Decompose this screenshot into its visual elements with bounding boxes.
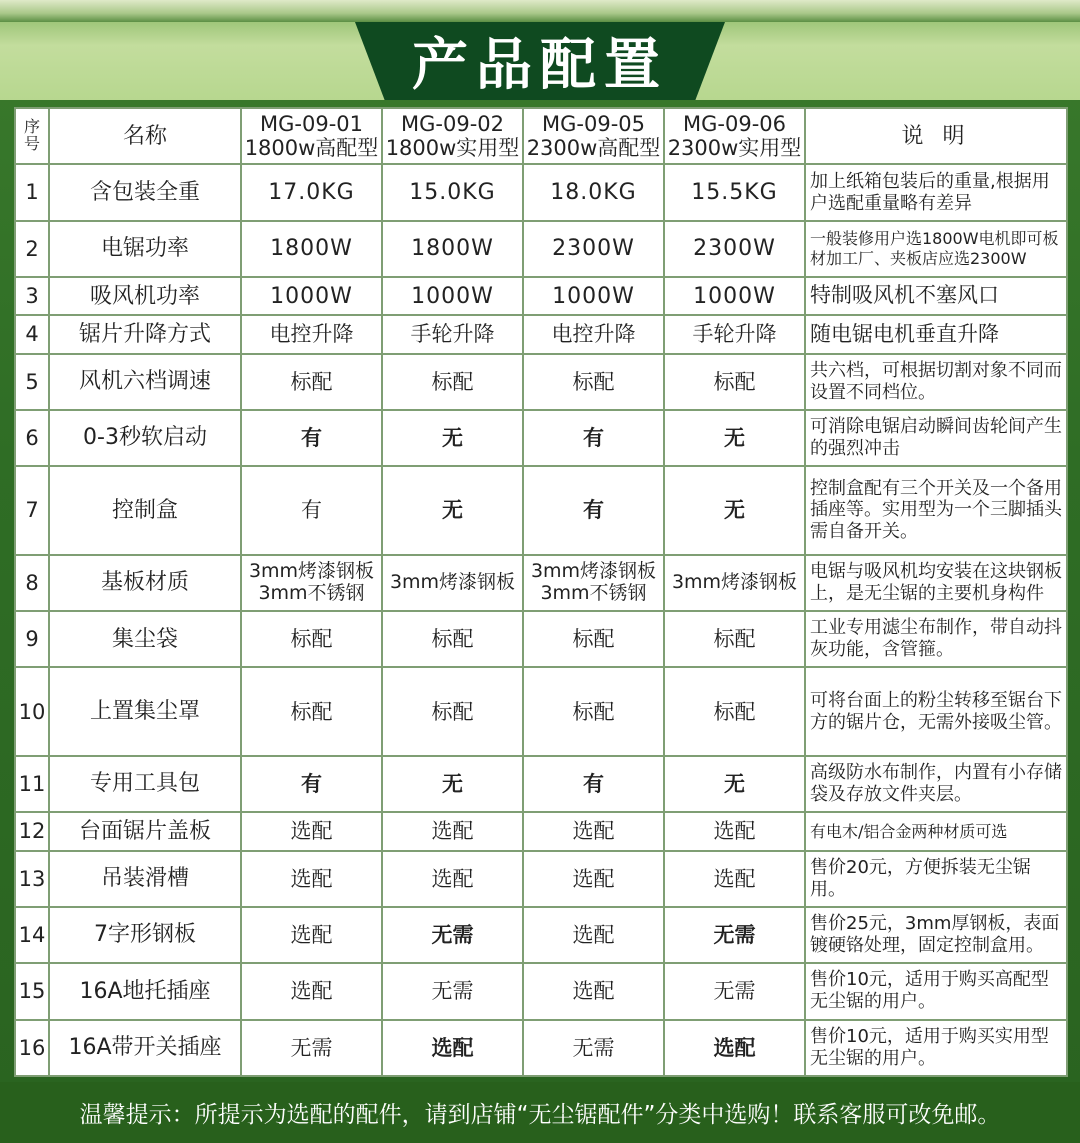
- row-value-model-2: 手轮升降: [382, 315, 523, 353]
- row-value-model-3: 18.0KG: [523, 164, 664, 220]
- row-index: 11: [15, 756, 49, 812]
- table-row: [15, 354, 1067, 410]
- row-value-model-2: 无: [382, 756, 523, 812]
- row-value-model-3: 无需: [523, 1020, 664, 1076]
- row-value-model-2: 标配: [382, 354, 523, 410]
- row-index: 5: [15, 354, 49, 410]
- table-row: [15, 756, 1067, 812]
- row-name: 台面锯片盖板: [49, 812, 241, 850]
- table-row: [15, 963, 1067, 1019]
- row-value-model-3: 电控升降: [523, 315, 664, 353]
- row-value-model-2: 标配: [382, 667, 523, 756]
- row-value-model-1: 有: [241, 466, 382, 555]
- footer-tip: 温馨提示：所提示为选配的配件，请到店铺“无尘锯配件”分类中选购！联系客服可改免邮。: [0, 1082, 1080, 1143]
- header-model-1: [241, 108, 382, 164]
- table-row: [15, 277, 1067, 315]
- row-name: 专用工具包: [49, 756, 241, 812]
- row-note: 一般装修用户选1800W电机即可板材加工厂、夹板店应选2300W: [805, 221, 1067, 277]
- row-value-model-1: 17.0KG: [241, 164, 382, 220]
- row-value-model-1: 选配: [241, 907, 382, 963]
- row-value-model-3: 有: [523, 466, 664, 555]
- row-name: 锯片升降方式: [49, 315, 241, 353]
- model-code: MG-09-05: [542, 112, 645, 137]
- row-index: 8: [15, 555, 49, 611]
- row-value-model-2: 无需: [382, 907, 523, 963]
- row-value-model-1: 3mm烤漆钢板 3mm不锈钢: [241, 555, 382, 611]
- row-index: 12: [15, 812, 49, 850]
- row-index: 14: [15, 907, 49, 963]
- row-value-model-3: 1000W: [523, 277, 664, 315]
- row-value-model-3: 有: [523, 756, 664, 812]
- row-value-model-1: 有: [241, 756, 382, 812]
- row-note: 可将台面上的粉尘转移至锯台下方的锯片仓，无需外接吸尘管。: [805, 667, 1067, 756]
- row-note: 随电锯电机垂直升降: [805, 315, 1067, 353]
- row-name: 7字形钢板: [49, 907, 241, 963]
- row-note: 售价20元，方便拆装无尘锯用。: [805, 851, 1067, 907]
- row-value-model-2: 选配: [382, 1020, 523, 1076]
- row-name: 基板材质: [49, 555, 241, 611]
- table-row: [15, 1020, 1067, 1076]
- row-value-model-2: 标配: [382, 611, 523, 667]
- row-name: 吸风机功率: [49, 277, 241, 315]
- row-index: 2: [15, 221, 49, 277]
- row-value-model-4: 3mm烤漆钢板: [664, 555, 805, 611]
- row-value-model-1: 1800W: [241, 221, 382, 277]
- top-decor-band: [0, 0, 1080, 22]
- row-value-model-4: 无: [664, 410, 805, 466]
- spec-table: [14, 107, 1068, 1077]
- row-value-model-1: 电控升降: [241, 315, 382, 353]
- row-value-model-2: 3mm烤漆钢板: [382, 555, 523, 611]
- row-value-model-2: 1000W: [382, 277, 523, 315]
- row-note: 共六档，可根据切割对象不同而设置不同档位。: [805, 354, 1067, 410]
- row-value-model-1: 标配: [241, 611, 382, 667]
- row-index: 10: [15, 667, 49, 756]
- row-index: 13: [15, 851, 49, 907]
- row-value-model-3: 选配: [523, 812, 664, 850]
- row-value-model-2: 1800W: [382, 221, 523, 277]
- header-description: 说 明: [805, 108, 1067, 164]
- model-variant: 1800w实用型: [385, 136, 520, 161]
- row-note: 电锯与吸风机均安装在这块钢板上，是无尘锯的主要机身构件: [805, 555, 1067, 611]
- table-row: [15, 410, 1067, 466]
- table-row: [15, 611, 1067, 667]
- row-index: 15: [15, 963, 49, 1019]
- row-value-model-4: 无: [664, 756, 805, 812]
- row-value-model-2: 无: [382, 410, 523, 466]
- row-value-model-2: 无: [382, 466, 523, 555]
- row-value-model-4: 标配: [664, 354, 805, 410]
- row-index: 7: [15, 466, 49, 555]
- row-note: 有电木/铝合金两种材质可选: [805, 812, 1067, 850]
- model-variant: 1800w高配型: [244, 136, 379, 161]
- row-value-model-1: 选配: [241, 851, 382, 907]
- row-note: 特制吸风机不塞风口: [805, 277, 1067, 315]
- row-value-model-3: 选配: [523, 963, 664, 1019]
- row-name: 0-3秒软启动: [49, 410, 241, 466]
- row-name: 上置集尘罩: [49, 667, 241, 756]
- table-row: [15, 466, 1067, 555]
- row-value-model-1: 选配: [241, 812, 382, 850]
- row-value-model-4: 手轮升降: [664, 315, 805, 353]
- row-value-model-4: 15.5KG: [664, 164, 805, 220]
- row-name: 吊装滑槽: [49, 851, 241, 907]
- row-name: 风机六档调速: [49, 354, 241, 410]
- table-row: [15, 315, 1067, 353]
- row-value-model-2: 15.0KG: [382, 164, 523, 220]
- row-name: 电锯功率: [49, 221, 241, 277]
- row-value-model-4: 标配: [664, 611, 805, 667]
- row-value-model-4: 选配: [664, 851, 805, 907]
- row-index: 1: [15, 164, 49, 220]
- row-note: 售价10元，适用于购买实用型无尘锯的用户。: [805, 1020, 1067, 1076]
- row-note: 控制盒配有三个开关及一个备用插座等。实用型为一个三脚插头需自备开关。: [805, 466, 1067, 555]
- row-value-model-3: 选配: [523, 851, 664, 907]
- row-index: 6: [15, 410, 49, 466]
- model-code: MG-09-01: [260, 112, 363, 137]
- header-model-3: [523, 108, 664, 164]
- row-index: 3: [15, 277, 49, 315]
- table-row: [15, 812, 1067, 850]
- model-variant: 2300w实用型: [667, 136, 802, 161]
- row-value-model-2: 选配: [382, 812, 523, 850]
- row-name: 16A带开关插座: [49, 1020, 241, 1076]
- row-note: 工业专用滤尘布制作，带自动抖灰功能，含管箍。: [805, 611, 1067, 667]
- row-index: 4: [15, 315, 49, 353]
- row-value-model-4: 无需: [664, 907, 805, 963]
- row-value-model-3: 标配: [523, 354, 664, 410]
- table-row: [15, 164, 1067, 220]
- row-value-model-2: 选配: [382, 851, 523, 907]
- row-value-model-3: 标配: [523, 611, 664, 667]
- model-code: MG-09-02: [401, 112, 504, 137]
- row-index: 9: [15, 611, 49, 667]
- row-index: 16: [15, 1020, 49, 1076]
- row-note: 高级防水布制作，内置有小存储袋及存放文件夹层。: [805, 756, 1067, 812]
- row-note: 可消除电锯启动瞬间齿轮间产生的强烈冲击: [805, 410, 1067, 466]
- model-code: MG-09-06: [683, 112, 786, 137]
- header-name: 名称: [49, 108, 241, 164]
- row-value-model-1: 标配: [241, 667, 382, 756]
- row-name: 16A地托插座: [49, 963, 241, 1019]
- row-note: 加上纸箱包装后的重量,根据用户选配重量略有差异: [805, 164, 1067, 220]
- row-value-model-4: 选配: [664, 812, 805, 850]
- row-value-model-4: 标配: [664, 667, 805, 756]
- row-value-model-3: 标配: [523, 667, 664, 756]
- row-name: 集尘袋: [49, 611, 241, 667]
- row-value-model-4: 无: [664, 466, 805, 555]
- table-row: [15, 555, 1067, 611]
- row-value-model-1: 有: [241, 410, 382, 466]
- row-value-model-1: 无需: [241, 1020, 382, 1076]
- row-note: 售价25元，3mm厚钢板，表面镀硬铬处理，固定控制盒用。: [805, 907, 1067, 963]
- table-header-row: [15, 108, 1067, 164]
- table-row: [15, 851, 1067, 907]
- row-value-model-4: 无需: [664, 963, 805, 1019]
- row-value-model-1: 标配: [241, 354, 382, 410]
- spec-table-wrap: [14, 107, 1066, 1077]
- row-value-model-3: 2300W: [523, 221, 664, 277]
- row-value-model-3: 选配: [523, 907, 664, 963]
- page-title: 产品配置: [412, 33, 668, 98]
- row-value-model-1: 1000W: [241, 277, 382, 315]
- row-value-model-3: 有: [523, 410, 664, 466]
- row-value-model-1: 选配: [241, 963, 382, 1019]
- row-value-model-4: 2300W: [664, 221, 805, 277]
- header-model-2: [382, 108, 523, 164]
- row-value-model-2: 无需: [382, 963, 523, 1019]
- table-row: [15, 221, 1067, 277]
- table-row: [15, 667, 1067, 756]
- header-model-4: [664, 108, 805, 164]
- row-name: 含包装全重: [49, 164, 241, 220]
- model-variant: 2300w高配型: [526, 136, 661, 161]
- row-value-model-3: 3mm烤漆钢板 3mm不锈钢: [523, 555, 664, 611]
- row-value-model-4: 1000W: [664, 277, 805, 315]
- header-index: 序号: [15, 108, 49, 164]
- row-name: 控制盒: [49, 466, 241, 555]
- row-value-model-4: 选配: [664, 1020, 805, 1076]
- row-note: 售价10元，适用于购买高配型无尘锯的用户。: [805, 963, 1067, 1019]
- table-row: [15, 907, 1067, 963]
